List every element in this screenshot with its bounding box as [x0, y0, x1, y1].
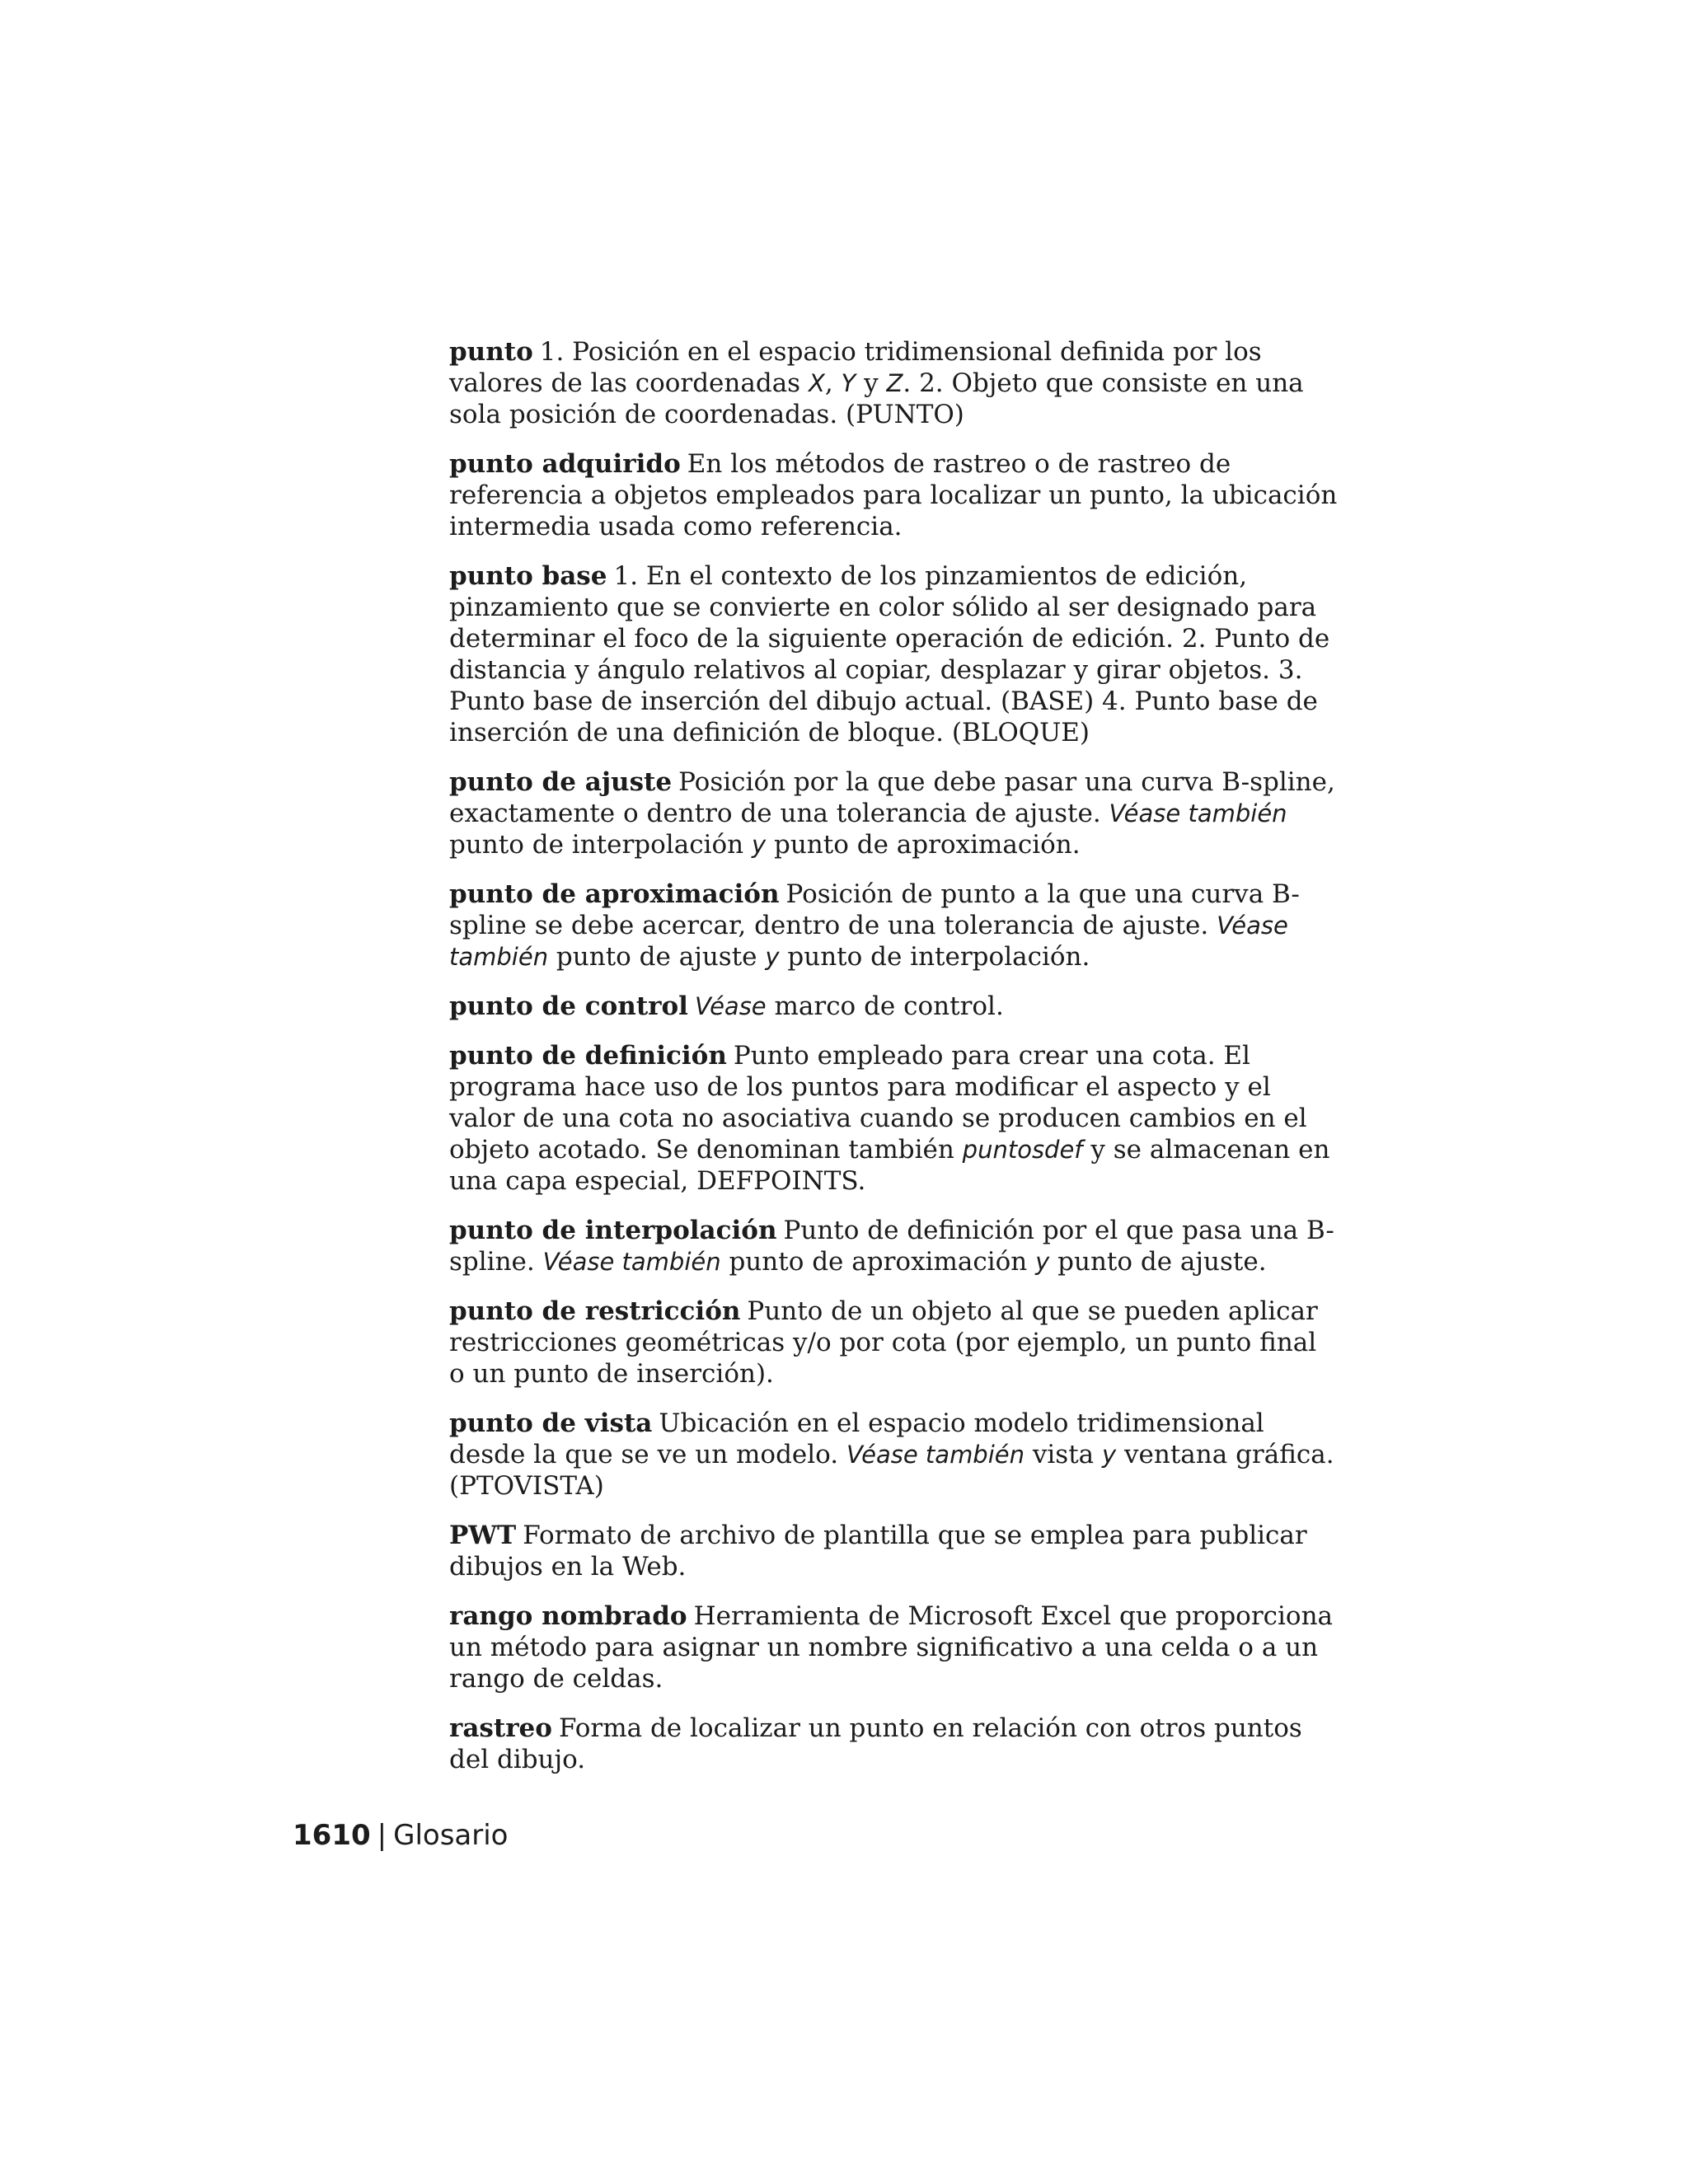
glossary-term: punto base [449, 561, 607, 591]
page-footer [293, 1817, 508, 1854]
definition-text: punto de aproximación [720, 1247, 1036, 1277]
glossary-entry [449, 766, 1339, 860]
glossary-entry [449, 1296, 1339, 1390]
definition-italic-text: Y [841, 369, 856, 397]
definition-text: Punto de definición por el que pasa una B-spline. [449, 1216, 1334, 1277]
definition-text: vista [1025, 1440, 1102, 1469]
glossary-term: PWT [449, 1521, 517, 1550]
definition-italic-text: y [1035, 1248, 1050, 1276]
glossary-term: punto de restricción [449, 1296, 741, 1326]
definition-italic-text: Véase también [449, 912, 1288, 971]
glossary-term: punto de control [449, 991, 688, 1021]
glossary-term: punto [449, 337, 533, 367]
definition-italic-text: Véase también [542, 1248, 721, 1276]
definition-italic-text: y [751, 831, 767, 859]
glossary-entry [449, 1408, 1339, 1502]
definition-italic-text: puntosdef [962, 1136, 1083, 1164]
definition-text: ventana gráfica. (PTOVISTA) [449, 1440, 1334, 1501]
definition-text: 1. Posición en el espacio tridimensional definida por los valores de las coordenadas [449, 337, 1262, 398]
definition-text: punto de interpolación. [779, 942, 1090, 972]
glossary-term: punto de definición [449, 1041, 727, 1071]
definition-text: y [856, 368, 887, 398]
glossary-entry [449, 336, 1339, 430]
definition-text: y se almacenan en una capa especial, DEFPOINTS. [449, 1135, 1330, 1196]
glossary-term: punto de vista [449, 1408, 653, 1438]
definition-text: Punto de un objeto al que se pueden aplicar restricciones geométricas y/o por cota (por ejemplo, un punto final o un punto de inserción). [449, 1296, 1318, 1389]
glossary-entry [449, 991, 1339, 1022]
definition-text: Posición por la que debe pasar una curva B-spline, exactamente o dentro de una tolerancia de ajuste. [449, 767, 1335, 828]
glossary-entry [449, 448, 1339, 542]
definition-text: . 2. Objeto que consiste en una sola posición de coordenadas. (PUNTO) [449, 368, 1304, 429]
glossary-entry [449, 1713, 1339, 1775]
definition-text: En los métodos de rastreo o de rastreo de referencia a objetos empleados para localizar un punto, la ubicación intermedia usada como referencia. [449, 449, 1338, 541]
definition-italic-text: Véase también [1109, 799, 1287, 827]
definition-text: punto de ajuste. [1049, 1247, 1267, 1277]
glossary-entry [449, 1520, 1339, 1582]
glossary-term: punto de interpolación [449, 1216, 777, 1245]
definition-italic-text: Véase también [846, 1441, 1025, 1469]
glossary-entry [449, 560, 1339, 748]
definition-text: punto de aproximación. [766, 830, 1081, 860]
definition-text: 1. En el contexto de los pinzamientos de edición, pinzamiento que se convierte en color sólido al ser designado para determinar el foco de la siguiente operación de edición. 2. Punto de distancia y ángulo relativos al copiar, desplazar y girar objetos. 3. Punto base de inserción del dibujo actual. (BASE) 4. Punto base de inserción de una definición de bloque. (BLOQUE) [449, 561, 1330, 748]
glossary-entry [449, 1601, 1339, 1694]
glossary-term: punto de aproximación [449, 879, 780, 909]
definition-italic-text: y [1101, 1441, 1117, 1469]
footer-separator: | [377, 1819, 387, 1852]
section-title: Glosario [393, 1819, 509, 1852]
glossary-entry [449, 879, 1339, 972]
glossary-entry [449, 1215, 1339, 1277]
definition-text: Posición de punto a la que una curva B-spline se debe acercar, dentro de una tolerancia de ajuste. [449, 879, 1300, 940]
glossary-term: rastreo [449, 1713, 552, 1743]
glossary-entry [449, 1040, 1339, 1197]
glossary-term: punto adquirido [449, 449, 681, 479]
definition-italic-text: Véase [694, 992, 767, 1020]
definition-italic-text: X [808, 369, 825, 397]
definition-text: punto de ajuste [548, 942, 766, 972]
definition-italic-text: Z [886, 369, 903, 397]
definition-text: Formato de archivo de plantilla que se emplea para publicar dibujos en la Web. [449, 1521, 1307, 1582]
definition-text: punto de interpolación [449, 830, 752, 860]
glossary-entries [449, 336, 1339, 1793]
definition-text: Ubicación en el espacio modelo tridimensional desde la que se ve un modelo. [449, 1408, 1264, 1469]
definition-text: Forma de localizar un punto en relación con otros puntos del dibujo. [449, 1713, 1302, 1774]
definition-italic-text: y [765, 943, 780, 971]
glossary-term: punto de ajuste [449, 767, 673, 797]
definition-text: Herramienta de Microsoft Excel que proporciona un método para asignar un nombre significativo a una celda o a un rango de celdas. [449, 1601, 1334, 1694]
page-number: 1610 [293, 1819, 371, 1852]
definition-text: Punto empleado para crear una cota. El programa hace uso de los puntos para modificar el aspecto y el valor de una cota no asociativa cuando se producen cambios en el objeto acotado. Se denominan también [449, 1041, 1307, 1165]
definition-text: marco de control. [766, 991, 1004, 1021]
glossary-term: rango nombrado [449, 1601, 687, 1631]
definition-text: , [824, 368, 842, 398]
